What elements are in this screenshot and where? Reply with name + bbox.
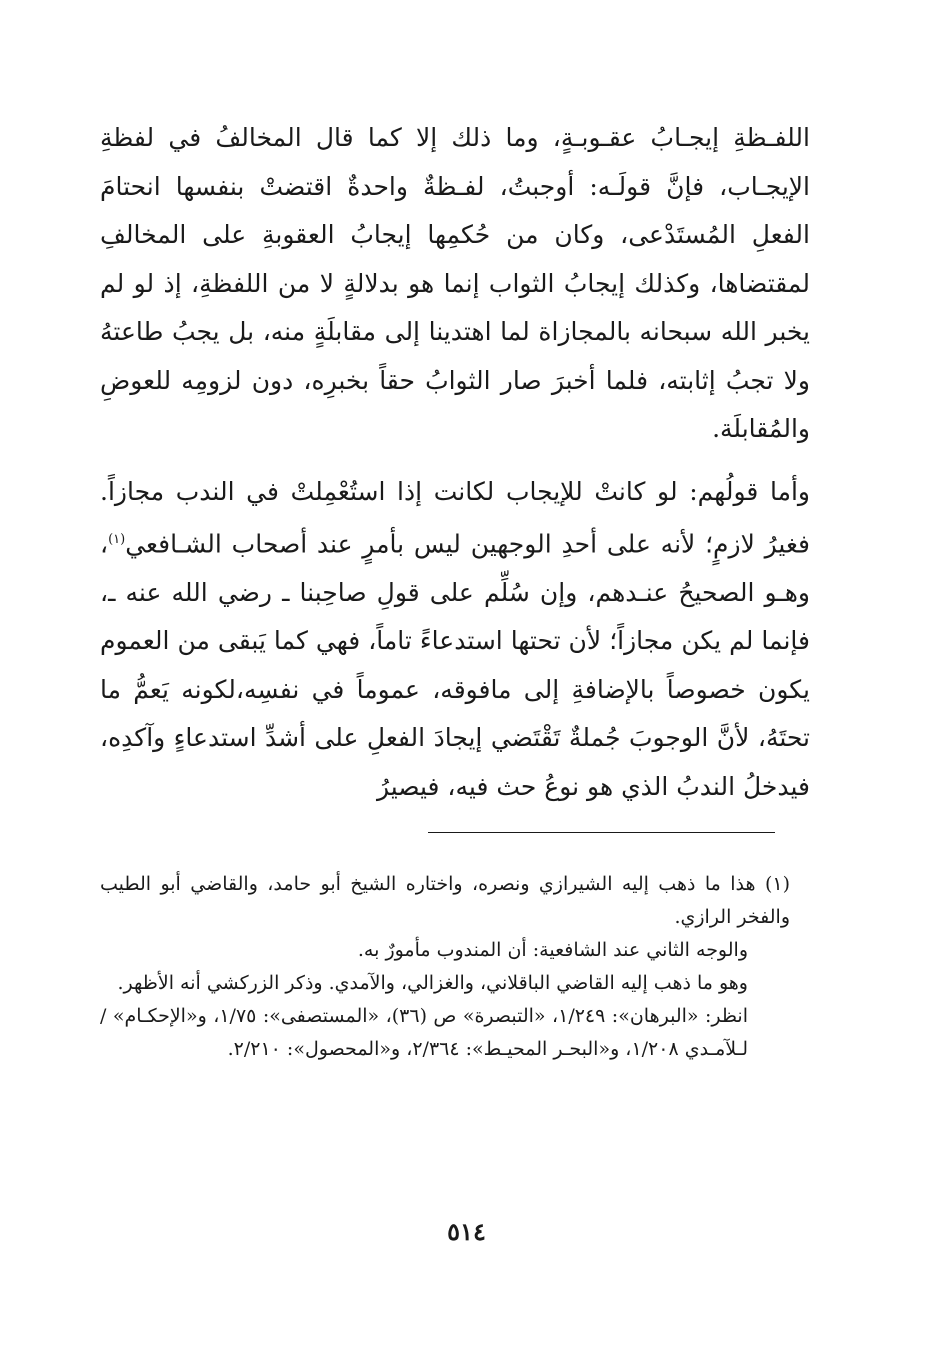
main-text [100,114,810,811]
footnote-1 [100,868,790,934]
page-number: ٥١٤ [447,1217,486,1246]
paragraph-2-part-1: وأما قولُهم: لو كانتْ للإيجاب لكانت إذا استُعْمِلتْ في الندب مجازاً. فغيرُ لازمٍ؛ لأنه على أحدِ الوجهين ليس بأمرٍ عند أصحاب الشـافعي [100,476,810,559]
footnote-line-2: والوجه الثاني عند الشافعية: أن المندوب مأمورٌ به. [357,939,748,961]
paragraph-2-part-2: ، وهـو الصحيحُ عنـدهم، وإن سُلِّم على قولِ صاحِبنا ـ رضي الله عنه ـ، فإنما لم يكن مجازاً؛ لأن تحتها استدعاءً تاماً، فهي كما يَبقى من العموم يكون خصوصاً بالإضافةِ إلى مافوقه، عموماً في نفسِه،لكونه يَعمُّ ما تحتَهُ، لأنَّ الوجوبَ جُملةٌ تَقْتَضي إيجادَ الفعلِ على أشدِّ استدعاءٍ وآكدِه، فيدخلُ الندبُ الذي هو نوعُ حث فيه، فيصيرُ [100,529,810,801]
footnote-reference: (١) [108,532,126,547]
footnote-separator [428,832,775,833]
paragraph-2 [100,468,810,812]
paragraph-1: اللفـظةِ إيجـابُ عقـوبـةٍ، وما ذلك إلا كما قال المخالفُ في لفظةِ الإيجـاب، فإنَّ قولَـه: أوجبتُ، لفـظةٌ واحدةٌ اقتضتْ بنفسها انحتامَ الفعلِ المُستَدْعى، وكان من حُكمِها إيجابُ العقوبةِ على المخالفِ لمقتضاها، وكذلك إيجابُ الثواب إنما هو بدلالةٍ لا من اللفظةِ، إذ لو لم يخبر الله سبحانه بالمجازاة لما اهتدينا إلى مقابلَةٍ منه، بل يجبُ طاعتهُ ولا تجبُ إثابته، فلما أخبرَ صار الثوابُ حقاً بخبرِه، دون لزومِه للعوضِ والمُقابلَة. [100,123,810,443]
footnote-1-text: هذا ما ذهب إليه الشيرازي ونصره، واختاره الشيخ أبو حامد، والقاضي أبو الطيب والفخر الرازي. [100,873,790,928]
footnote-line-4: انظر: «البرهان»: ١/٢٤٩، «التبصرة» ص (٣٦)، «المستصفى»: ١/٧٥، و«الإحكـام» / لـلآمـدي ١/٢٠٨، و«البحـر المحيـط»: ٢/٣٦٤، و«المحصول»: ٢/٢١٠. [100,1005,748,1060]
footnote-line-3: وهو ما ذهب إليه القاضي الباقلاني، والغزالي، والآمدي. وذكر الزركشي أنه الأظهر. [117,972,748,994]
footnotes [100,868,790,1066]
footnote-1-number: (١) [764,873,790,895]
